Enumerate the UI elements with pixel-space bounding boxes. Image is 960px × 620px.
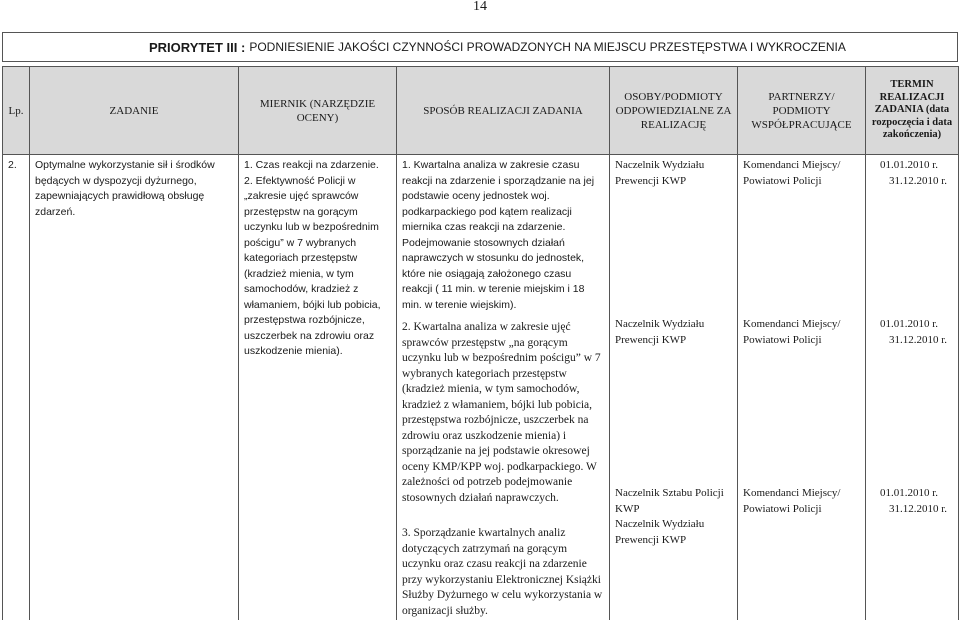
term-cell — [866, 155, 959, 620]
method-item: 1. Kwartalna analiza w zakresie czasu reakcji na zdarzenie i sporządzanie na jej podstawie oceny jednostek woj. podkarpackiego pod kątem realizacji miernika czas reakcji na zdarzenie. Podejmowanie stosownych działań naprawczych w stosunku do jednostek, które nie osiągają założonego czasu reakcji ( 11 min. w terenie miejskim i 18 min. w terenie wiejskim). — [402, 159, 595, 311]
measure-item: 2. Efektywność Policji w „zakresie ujęć sprawców przestępstw na gorącym uczynku lub w bezpośrednim pościgu” w 7 wybranych kategoriach przestępstw (kradzież mienia, w tym samochodów, kradzież z włamaniem, bójki lub pobicia, przestępstwa rozbójnicze, uszczerbek na zdrowiu oraz uszkodzenie mienia). — [244, 174, 381, 357]
row-lp-cell — [3, 155, 30, 620]
header-responsible: OSOBY/PODMIOTY ODPOWIEDZIALNE ZA REALIZACJĘ — [610, 67, 738, 155]
method-item: 2. Kwartalna analiza w zakresie ujęć sprawców przestępstw „na gorącym uczynku lub w bezpośrednim pościgu” w 7 wybranych kategoriach przestępstw (kradzież mienia, w tym samochodów, kradzież z włamaniem, bójki lub pobicia, przestępstwa rozbójnicze, uszczerbek na zdrowiu oraz uszkodzenie mienia) i sporządzanie na jej podstawie okresowej oceny KMP/KPP woj. podkarpackiego. W zależności od potrzeb podejmowanie stosownych działań naprawczych. — [402, 321, 601, 504]
task-text: Optymalne wykorzystanie sił i środków będących w dyspozycji dyżurnego, zapewniających prawidłową obsługę zdarzeń. — [35, 159, 215, 218]
method-cell — [397, 155, 610, 620]
header-task: ZADANIE — [30, 67, 239, 155]
responsible-item: Naczelnik Sztabu Policji KWP — [615, 487, 724, 515]
measure-item: 1. Czas reakcji na zdarzenie. — [244, 159, 379, 171]
row-lp: 2. — [8, 159, 17, 171]
header-lp: Lp. — [3, 67, 30, 155]
header-term: TERMIN REALIZACJI ZADANIA (data rozpoczęcia i data zakończenia) — [866, 67, 959, 155]
term-end: 31.12.2010 r. — [888, 174, 947, 187]
page-number: 14 — [473, 0, 487, 14]
partner-item: Komendanci Miejscy/ Powiatowi Policji — [743, 487, 841, 515]
method-item: 3. Sporządzanie kwartalnych analiz dotyczących zatrzymań na gorącym uczynku oraz czasu reakcji na zdarzenie przy wykorzystaniu Elektronicznej Książki Służby Dyżurnego w celu wykorzystania w organizacji służby. — [402, 527, 603, 617]
priority-label: PRIORYTET III : — [149, 39, 246, 55]
term-end: 31.12.2010 r. — [888, 333, 947, 346]
measure-cell — [239, 155, 397, 620]
responsible-item: Naczelnik Wydziału Prewencji KWP — [615, 518, 705, 546]
partner-item: Komendanci Miejscy/ Powiatowi Policji — [743, 318, 841, 346]
responsible-item: Naczelnik Wydziału Prewencji KWP — [615, 159, 705, 187]
term-start: 01.01.2010 r. — [880, 487, 939, 499]
responsible-cell — [610, 155, 738, 620]
header-method: SPOSÓB REALIZACJI ZADANIA — [397, 67, 610, 155]
term-end: 31.12.2010 r. — [888, 502, 947, 515]
partner-item: Komendanci Miejscy/ Powiatowi Policji — [743, 159, 841, 187]
priority-title: PODNIESIENIE JAKOŚCI CZYNNOŚCI PROWADZONYCH NA MIEJSCU PRZESTĘPSTWA I WYKROCZENIA — [249, 40, 846, 54]
header-row — [3, 67, 959, 155]
header-measure: MIERNIK (NARZĘDZIE OCENY) — [239, 67, 397, 155]
header-partners: PARTNERZY/ PODMIOTY WSPÓŁPRACUJĄCE — [738, 67, 866, 155]
priority-heading — [2, 32, 958, 62]
responsible-item: Naczelnik Wydziału Prewencji KWP — [615, 318, 705, 346]
term-start: 01.01.2010 r. — [880, 318, 939, 330]
task-table — [2, 66, 959, 620]
task-cell — [30, 155, 239, 620]
partners-cell — [738, 155, 866, 620]
table-row — [3, 155, 959, 620]
term-start: 01.01.2010 r. — [880, 159, 939, 171]
